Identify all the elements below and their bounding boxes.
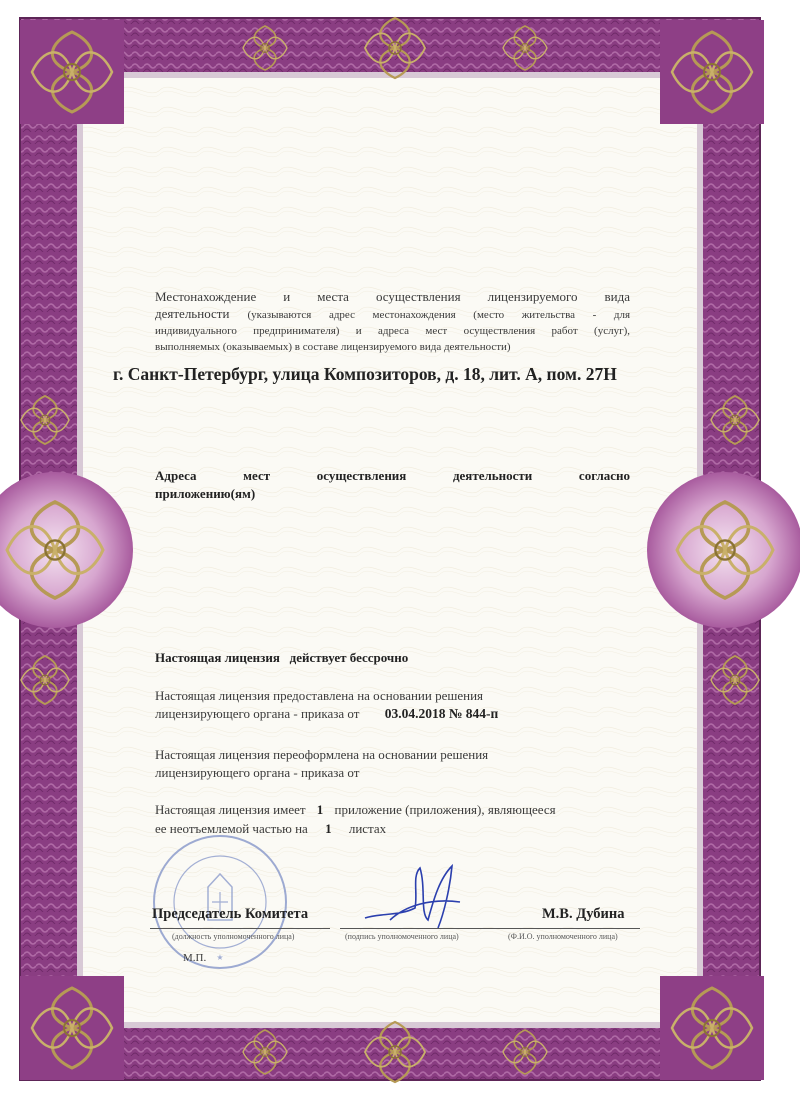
svg-text:★: ★: [216, 953, 224, 962]
location-heading-word: деятельности: [155, 306, 230, 321]
reissued-line1: Настоящая лицензия переоформлена на основании решения: [155, 747, 489, 762]
appendix-sheets: 1: [325, 821, 332, 836]
location-heading-note-line4: выполняемых (оказываемых) в составе лицензируемого вида деятельности): [155, 341, 511, 353]
granted-order-value: 03.04.2018 № 844-п: [384, 706, 499, 721]
signer-name: М.В. Дубина: [542, 906, 625, 922]
signature: [360, 858, 470, 938]
addresses-line1: Адреса мест осуществления деятельности согласно: [155, 468, 630, 483]
appendix-line2-suffix: листах: [348, 821, 387, 836]
location-heading-note: (указываются адрес местонахождения (место жительства - для: [247, 309, 631, 321]
signer-position: Председатель Комитета: [152, 906, 309, 922]
official-stamp: [150, 832, 290, 972]
caption-name: (Ф.И.О. уполномоченного лица): [508, 932, 618, 941]
appendix-line2-prefix: ее неотъемлемой частью на: [155, 821, 308, 836]
signature-underline: [340, 928, 500, 929]
caption-position: (должность уполномоченного лица): [172, 932, 295, 941]
name-underline: [500, 928, 640, 929]
granted-line2: [155, 704, 630, 724]
stamp-place: М.П.: [183, 952, 207, 964]
granted-line2-text: лицензирующего органа - приказа от: [155, 706, 360, 721]
validity-label: Настоящая лицензия: [155, 650, 280, 665]
location-heading-note-line3: индивидуального предпринимателя) и адреса мест осуществления работ (услуг),: [155, 325, 630, 337]
license-address: г. Санкт-Петербург, улица Композиторов, д. 18, лит. А, пом. 27Н: [113, 364, 617, 384]
granted-line1: Настоящая лицензия предоставлена на основании решения: [155, 688, 484, 703]
appendix-line1: [155, 800, 655, 820]
position-underline: [150, 928, 330, 929]
caption-signature: (подпись уполномоченного лица): [345, 932, 459, 941]
appendix-line1-suffix: приложение (приложения), являющееся: [334, 802, 556, 817]
reissued-line2: лицензирующего органа - приказа от: [155, 765, 360, 780]
addresses-line2: приложению(ям): [155, 486, 256, 501]
location-heading-line1: Местонахождение и места осуществления лицензируемого вида: [155, 289, 630, 304]
appendix-count: 1: [316, 802, 324, 817]
validity-value: действует бессрочно: [289, 650, 409, 665]
appendix-line2: [155, 819, 630, 839]
appendix-line1-prefix: Настоящая лицензия имеет: [155, 802, 306, 817]
validity-statement: [155, 648, 630, 668]
